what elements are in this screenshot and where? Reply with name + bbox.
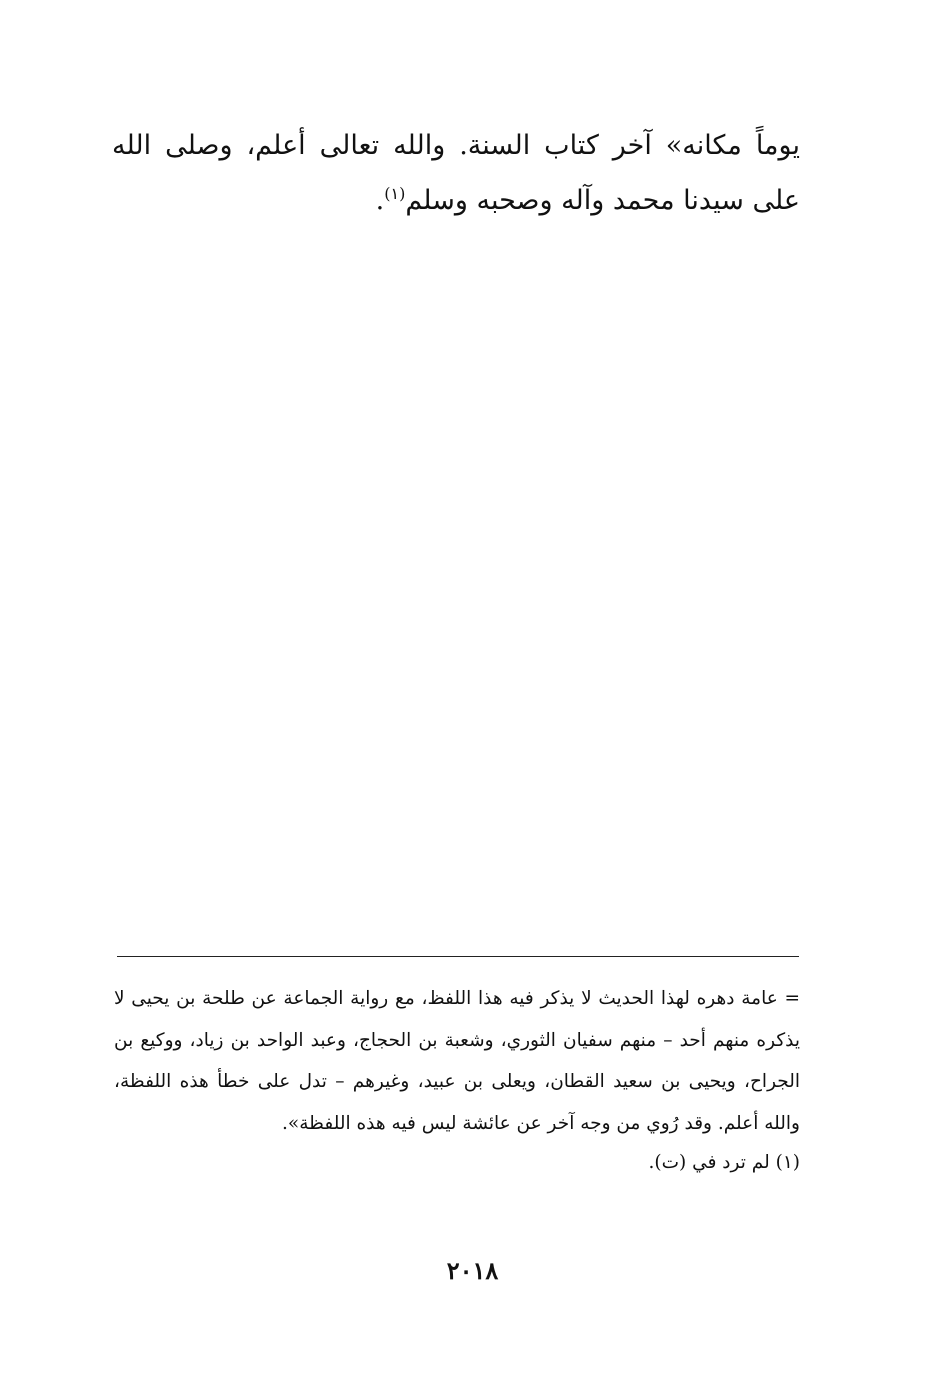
page-number: ٢٠١٨ (446, 1256, 499, 1285)
main-text-end-punctuation: . (375, 185, 385, 216)
footnote-separator (117, 956, 799, 957)
main-paragraph (112, 118, 800, 228)
footnote-1-marker: (١) (775, 1152, 800, 1173)
main-text-line-1: يوماً مكانه» آخر كتاب السنة. والله تعالى أعلم، وصلى الله على سيدنا (112, 130, 800, 216)
footnote-1 (114, 1144, 800, 1182)
main-text-line-2: محمد وآله وصحبه وسلم (405, 185, 675, 216)
footnote-reference[interactable]: (١) (384, 184, 406, 203)
footnotes-block (114, 978, 800, 1182)
main-text-block (112, 118, 800, 228)
footnote-1-text: لم ترد في (ت). (648, 1152, 770, 1173)
footnote-continuation: = عامة دهره لهذا الحديث لا يذكر فيه هذا اللفظ، مع رواية الجماعة عن طلحة بن يحيى لا يذكره منهم أحد – منهم سفيان الثوري، وشعبة بن الحجاج، وعبد الواحد بن زياد، ووكيع بن الجراح، ويحيى بن سعيد القطان، ويعلى بن عبيد، وغيرهم – تدل على خطأ هذه اللفظة، والله أعلم. وقد رُوي من وجه آخر عن عائشة ليس فيه هذه اللفظة». (114, 988, 800, 1134)
